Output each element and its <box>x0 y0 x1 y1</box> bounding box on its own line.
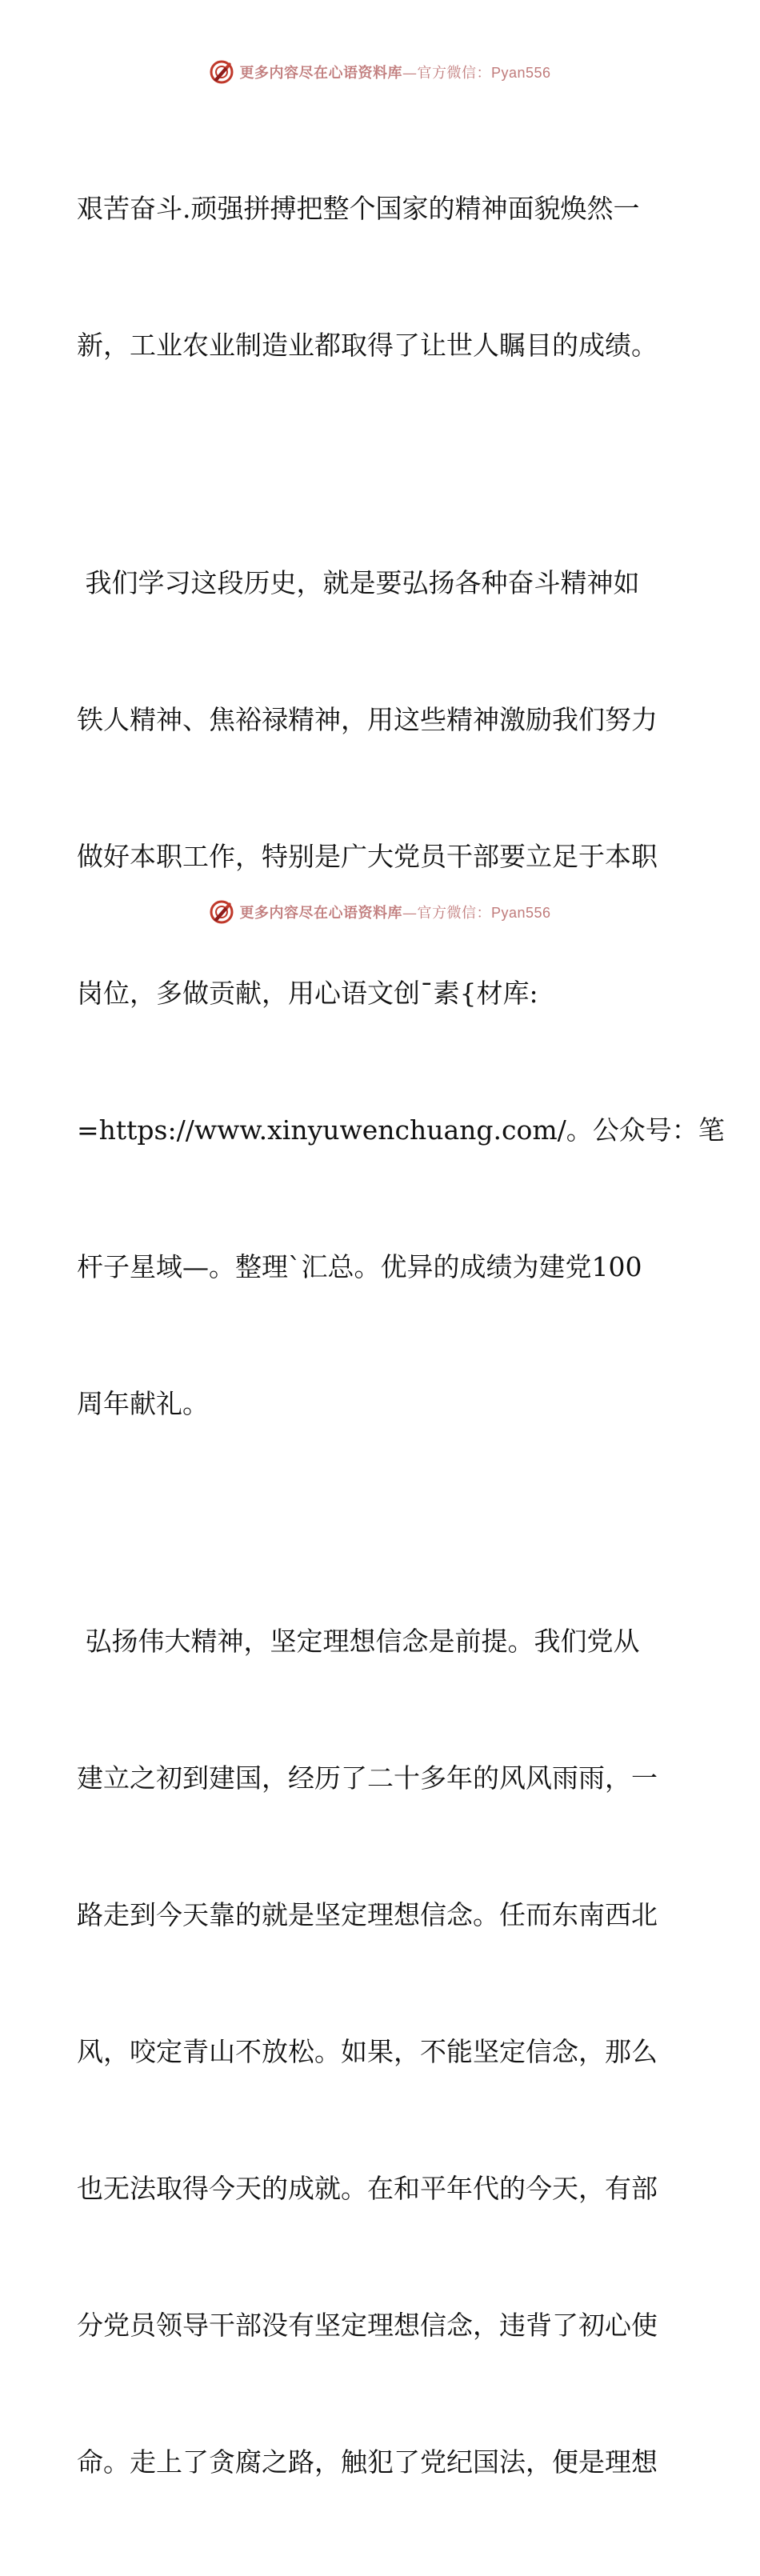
body-text <box>77 94 725 2576</box>
paragraph-2 <box>77 469 725 1518</box>
logo-icon <box>209 59 234 85</box>
text-line: 建立之初到建国，经历了二十多年的风风雨雨，一 <box>77 1762 658 1794</box>
text-line: 也无法取得今天的成就。在和平年代的今天，有部 <box>77 2173 658 2204</box>
text-line: 艰苦奋斗.顽强拼搏把整个国家的精神面貌焕然一 <box>77 193 640 224</box>
text-line: 风，咬定青山不放松。如果，不能坚定信念，那么 <box>77 2036 658 2067</box>
header-banner <box>0 56 760 88</box>
header-separator: — <box>402 65 418 82</box>
text-line: 岗位，多做贡献，用心语文创¯素{材库: <box>77 978 538 1009</box>
text-line: 分党员领导干部没有坚定理想信念，违背了初心使 <box>77 2310 658 2341</box>
text-line: 新，工业农业制造业都取得了让世人瞩目的成绩。 <box>77 330 658 361</box>
text-line: 周年献礼。 <box>77 1388 209 1419</box>
header-text <box>239 62 550 82</box>
text-line: 命。走上了贪腐之路，触犯了党纪国法，便是理想 <box>77 2446 658 2478</box>
text-line: =https://www.xinyuwenchuang.com/。公众号：笔 <box>77 1114 725 1146</box>
paragraph-3 <box>77 1527 682 2576</box>
footer-brand: 更多内容尽在心语资料库 <box>239 905 402 922</box>
footer-text <box>239 902 550 922</box>
footer-wechat-label: 官方微信： <box>417 905 491 922</box>
footer-wechat-id: Pyan556 <box>490 905 551 921</box>
text-line: 路走到今天靠的就是坚定理想信念。任而东南西北 <box>77 1899 658 1930</box>
text-line: 铁人精神、焦裕禄精神，用这些精神激励我们努力 <box>77 704 658 735</box>
header-wechat-label: 官方微信： <box>417 65 491 82</box>
text-line: 杆子星域—。整理`汇总。优异的成绩为建党100 <box>77 1251 642 1282</box>
footer-separator: — <box>402 905 418 922</box>
footer-banner <box>0 896 760 928</box>
header-wechat-id: Pyan556 <box>490 65 551 81</box>
text-line: 做好本职工作，特别是广大党员干部要立足于本职 <box>77 841 658 872</box>
paragraph-1 <box>77 94 682 459</box>
logo-icon <box>209 899 234 925</box>
text-line: 弘扬伟大精神，坚定理想信念是前提。我们党从 <box>77 1626 640 1657</box>
header-brand: 更多内容尽在心语资料库 <box>239 65 402 82</box>
text-line: 我们学习这段历史，就是要弘扬各种奋斗精神如 <box>77 567 640 598</box>
